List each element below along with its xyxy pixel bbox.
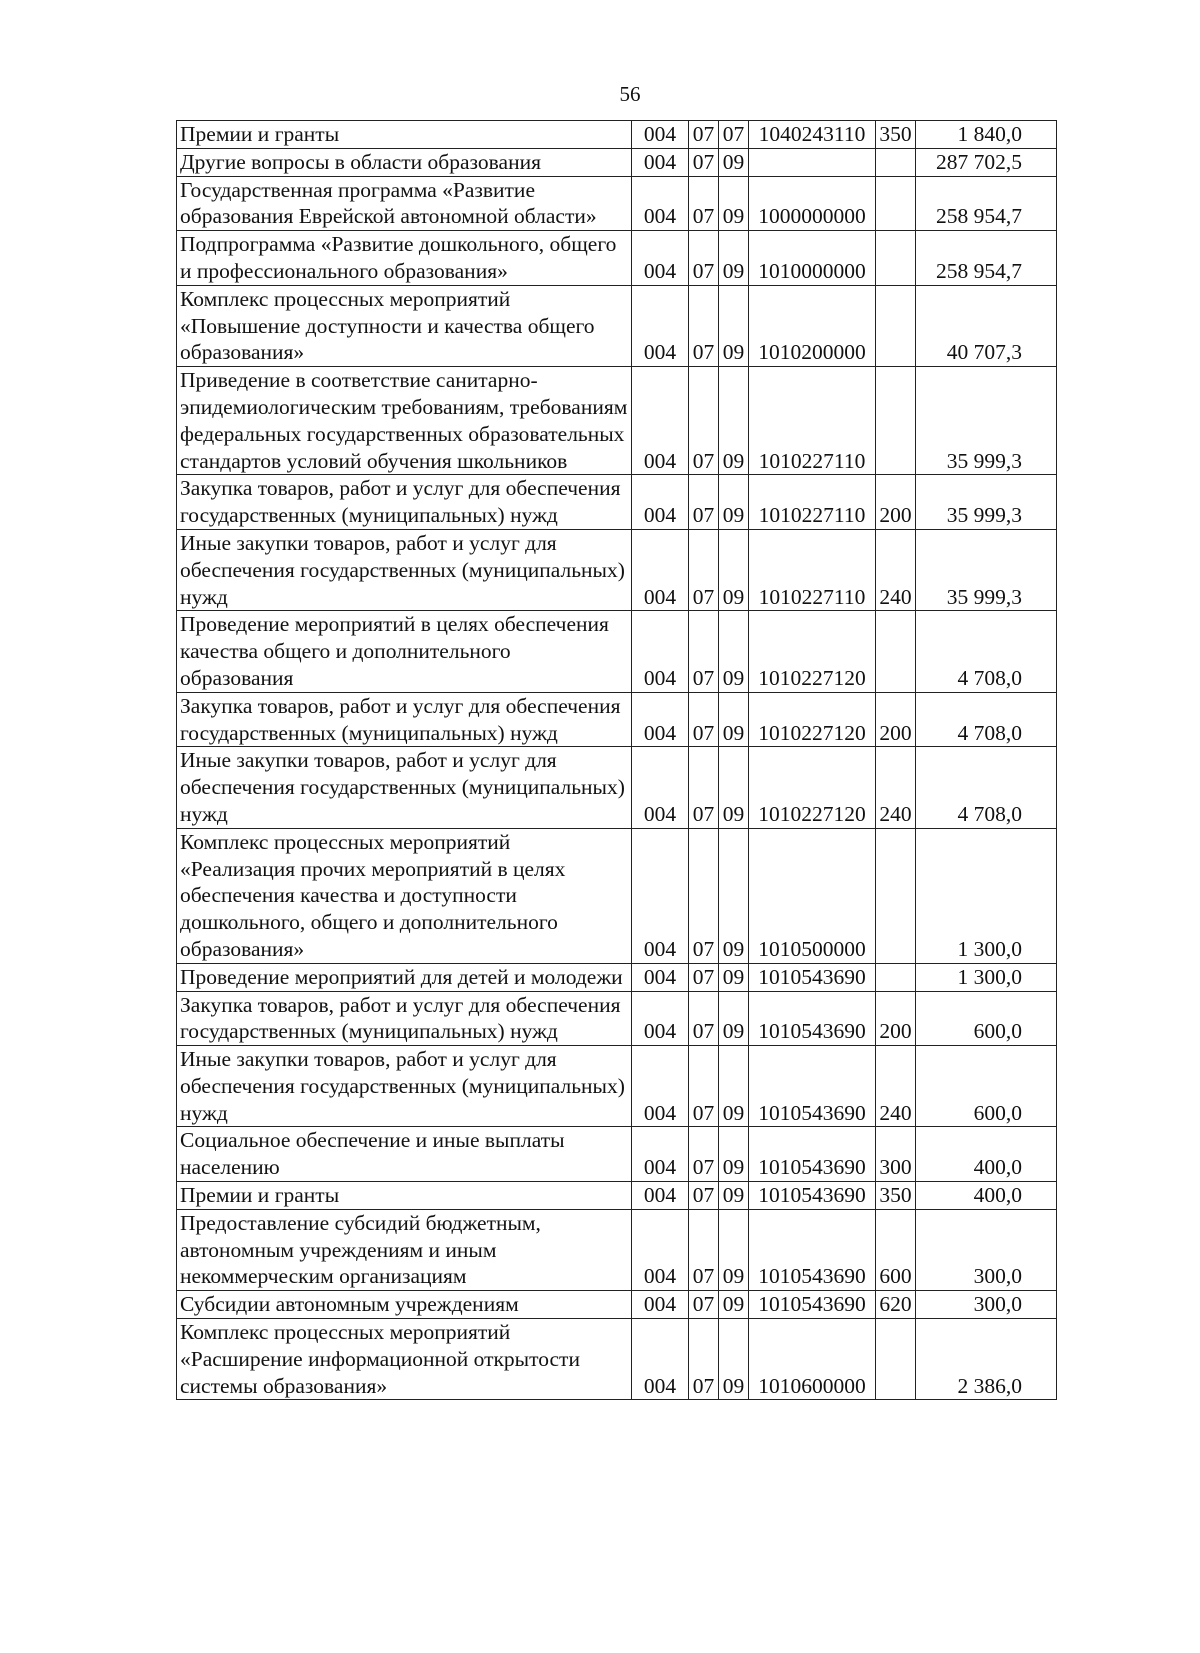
row-adm-code: 004 (632, 148, 689, 176)
row-subsection-code: 09 (719, 747, 749, 828)
table-row (177, 529, 1057, 610)
table-row (177, 963, 1057, 991)
row-name: Премии и гранты (177, 1182, 632, 1210)
row-subsection-code: 09 (719, 1209, 749, 1290)
row-subsection-code: 09 (719, 285, 749, 366)
row-section-code: 07 (689, 1209, 719, 1290)
row-section-code: 07 (689, 1127, 719, 1182)
table-row (177, 828, 1057, 963)
row-section-code: 07 (689, 529, 719, 610)
row-target-code: 1010543690 (749, 1209, 876, 1290)
row-section-code: 07 (689, 1046, 719, 1127)
row-section-code: 07 (689, 692, 719, 747)
table-row (177, 148, 1057, 176)
row-name: Иные закупки товаров, работ и услуг для обеспечения государственных (муниципальных) нужд (177, 1046, 632, 1127)
row-target-code: 1010500000 (749, 828, 876, 963)
row-target-code: 1010543690 (749, 1182, 876, 1210)
row-name: Комплекс процессных мероприятий «Реализация прочих мероприятий в целях обеспечения качества и доступности дошкольного, общего и дополнительного образования» (177, 828, 632, 963)
row-target-code: 1010600000 (749, 1319, 876, 1400)
row-expense-type-code: 350 (876, 1182, 916, 1210)
row-target-code: 1010227110 (749, 529, 876, 610)
row-name: Закупка товаров, работ и услуг для обеспечения государственных (муниципальных) нужд (177, 991, 632, 1046)
row-amount: 258 954,7 (916, 176, 1057, 231)
row-adm-code: 004 (632, 367, 689, 475)
row-expense-type-code: 240 (876, 529, 916, 610)
row-adm-code: 004 (632, 1182, 689, 1210)
row-adm-code: 004 (632, 285, 689, 366)
row-target-code: 1010227120 (749, 692, 876, 747)
row-expense-type-code (876, 176, 916, 231)
row-target-code: 1010543690 (749, 1127, 876, 1182)
row-amount: 400,0 (916, 1127, 1057, 1182)
row-section-code: 07 (689, 1182, 719, 1210)
row-name: Закупка товаров, работ и услуг для обеспечения государственных (муниципальных) нужд (177, 692, 632, 747)
row-expense-type-code: 240 (876, 747, 916, 828)
row-adm-code: 004 (632, 1209, 689, 1290)
row-section-code: 07 (689, 231, 719, 286)
row-name: Закупка товаров, работ и услуг для обеспечения государственных (муниципальных) нужд (177, 475, 632, 530)
table-row (177, 231, 1057, 286)
row-expense-type-code (876, 367, 916, 475)
row-target-code: 1010227120 (749, 611, 876, 692)
row-amount: 287 702,5 (916, 148, 1057, 176)
row-section-code: 07 (689, 991, 719, 1046)
row-amount: 35 999,3 (916, 475, 1057, 530)
row-amount: 400,0 (916, 1182, 1057, 1210)
row-target-code: 1010000000 (749, 231, 876, 286)
row-amount: 1 300,0 (916, 828, 1057, 963)
table-row (177, 747, 1057, 828)
row-expense-type-code (876, 1319, 916, 1400)
table-row (177, 1319, 1057, 1400)
row-amount: 1 300,0 (916, 963, 1057, 991)
row-expense-type-code: 600 (876, 1209, 916, 1290)
row-expense-type-code (876, 285, 916, 366)
row-adm-code: 004 (632, 692, 689, 747)
row-section-code: 07 (689, 747, 719, 828)
row-expense-type-code: 300 (876, 1127, 916, 1182)
row-adm-code: 004 (632, 1127, 689, 1182)
row-amount: 2 386,0 (916, 1319, 1057, 1400)
row-name: Премии и гранты (177, 121, 632, 149)
row-expense-type-code (876, 231, 916, 286)
row-name: Подпрограмма «Развитие дошкольного, общего и профессионального образования» (177, 231, 632, 286)
row-section-code: 07 (689, 367, 719, 475)
row-subsection-code: 09 (719, 367, 749, 475)
row-target-code: 1010227110 (749, 367, 876, 475)
row-subsection-code: 09 (719, 1046, 749, 1127)
row-amount: 40 707,3 (916, 285, 1057, 366)
row-expense-type-code: 200 (876, 692, 916, 747)
row-subsection-code: 09 (719, 1291, 749, 1319)
row-name: Государственная программа «Развитие образования Еврейской автономной области» (177, 176, 632, 231)
table-row (177, 1291, 1057, 1319)
table-row (177, 1127, 1057, 1182)
row-subsection-code: 09 (719, 692, 749, 747)
row-name: Иные закупки товаров, работ и услуг для обеспечения государственных (муниципальных) нужд (177, 529, 632, 610)
row-subsection-code: 09 (719, 1319, 749, 1400)
row-name: Приведение в соответствие санитарно-эпидемиологическим требованиям, требованиям федеральных государственных образовательных стандартов условий обучения школьников (177, 367, 632, 475)
table-row (177, 367, 1057, 475)
row-amount: 4 708,0 (916, 611, 1057, 692)
row-section-code: 07 (689, 148, 719, 176)
table-row (177, 285, 1057, 366)
table-row (177, 1209, 1057, 1290)
row-section-code: 07 (689, 1319, 719, 1400)
row-expense-type-code: 350 (876, 121, 916, 149)
row-section-code: 07 (689, 121, 719, 149)
row-adm-code: 004 (632, 121, 689, 149)
row-adm-code: 004 (632, 1046, 689, 1127)
row-expense-type-code (876, 611, 916, 692)
row-amount: 35 999,3 (916, 529, 1057, 610)
table-row (177, 692, 1057, 747)
table-row (177, 991, 1057, 1046)
row-section-code: 07 (689, 963, 719, 991)
row-subsection-code: 07 (719, 121, 749, 149)
row-name: Проведение мероприятий для детей и молодежи (177, 963, 632, 991)
row-adm-code: 004 (632, 963, 689, 991)
row-name: Другие вопросы в области образования (177, 148, 632, 176)
row-amount: 600,0 (916, 1046, 1057, 1127)
row-expense-type-code: 200 (876, 991, 916, 1046)
table-row (177, 611, 1057, 692)
row-subsection-code: 09 (719, 475, 749, 530)
row-expense-type-code (876, 963, 916, 991)
row-adm-code: 004 (632, 475, 689, 530)
row-expense-type-code: 240 (876, 1046, 916, 1127)
row-subsection-code: 09 (719, 176, 749, 231)
row-subsection-code: 09 (719, 1127, 749, 1182)
row-name: Комплекс процессных мероприятий «Расширение информационной открытости системы образования» (177, 1319, 632, 1400)
row-adm-code: 004 (632, 747, 689, 828)
row-name: Социальное обеспечение и иные выплаты населению (177, 1127, 632, 1182)
row-adm-code: 004 (632, 1291, 689, 1319)
row-adm-code: 004 (632, 611, 689, 692)
row-subsection-code: 09 (719, 1182, 749, 1210)
row-target-code: 1010543690 (749, 1046, 876, 1127)
row-amount: 300,0 (916, 1291, 1057, 1319)
row-amount: 300,0 (916, 1209, 1057, 1290)
row-target-code: 1010543690 (749, 963, 876, 991)
row-section-code: 07 (689, 176, 719, 231)
row-amount: 1 840,0 (916, 121, 1057, 149)
row-target-code: 1010227120 (749, 747, 876, 828)
row-adm-code: 004 (632, 991, 689, 1046)
row-subsection-code: 09 (719, 963, 749, 991)
table-row (177, 176, 1057, 231)
row-adm-code: 004 (632, 176, 689, 231)
row-subsection-code: 09 (719, 991, 749, 1046)
row-name: Комплекс процессных мероприятий «Повышение доступности и качества общего образования» (177, 285, 632, 366)
row-subsection-code: 09 (719, 148, 749, 176)
row-adm-code: 004 (632, 231, 689, 286)
table-row (177, 1046, 1057, 1127)
row-target-code: 1040243110 (749, 121, 876, 149)
row-name: Проведение мероприятий в целях обеспечения качества общего и дополнительного образования (177, 611, 632, 692)
table-row (177, 1182, 1057, 1210)
row-section-code: 07 (689, 475, 719, 530)
row-amount: 4 708,0 (916, 747, 1057, 828)
row-section-code: 07 (689, 285, 719, 366)
row-expense-type-code: 200 (876, 475, 916, 530)
row-adm-code: 004 (632, 529, 689, 610)
table-row (177, 121, 1057, 149)
row-name: Субсидии автономным учреждениям (177, 1291, 632, 1319)
row-adm-code: 004 (632, 1319, 689, 1400)
row-target-code: 1010543690 (749, 1291, 876, 1319)
row-name: Предоставление субсидий бюджетным, автономным учреждениям и иным некоммерческим организациям (177, 1209, 632, 1290)
budget-table (176, 120, 1057, 1400)
row-amount: 600,0 (916, 991, 1057, 1046)
page-number: 56 (619, 82, 641, 106)
row-subsection-code: 09 (719, 529, 749, 610)
row-target-code: 1010200000 (749, 285, 876, 366)
row-amount: 35 999,3 (916, 367, 1057, 475)
row-section-code: 07 (689, 828, 719, 963)
row-target-code (749, 148, 876, 176)
row-target-code: 1010227110 (749, 475, 876, 530)
row-name: Иные закупки товаров, работ и услуг для обеспечения государственных (муниципальных) нужд (177, 747, 632, 828)
row-section-code: 07 (689, 1291, 719, 1319)
row-adm-code: 004 (632, 828, 689, 963)
row-subsection-code: 09 (719, 611, 749, 692)
row-expense-type-code (876, 148, 916, 176)
row-subsection-code: 09 (719, 231, 749, 286)
row-amount: 258 954,7 (916, 231, 1057, 286)
row-subsection-code: 09 (719, 828, 749, 963)
row-amount: 4 708,0 (916, 692, 1057, 747)
row-expense-type-code: 620 (876, 1291, 916, 1319)
row-expense-type-code (876, 828, 916, 963)
row-target-code: 1010543690 (749, 991, 876, 1046)
table-row (177, 475, 1057, 530)
row-section-code: 07 (689, 611, 719, 692)
row-target-code: 1000000000 (749, 176, 876, 231)
